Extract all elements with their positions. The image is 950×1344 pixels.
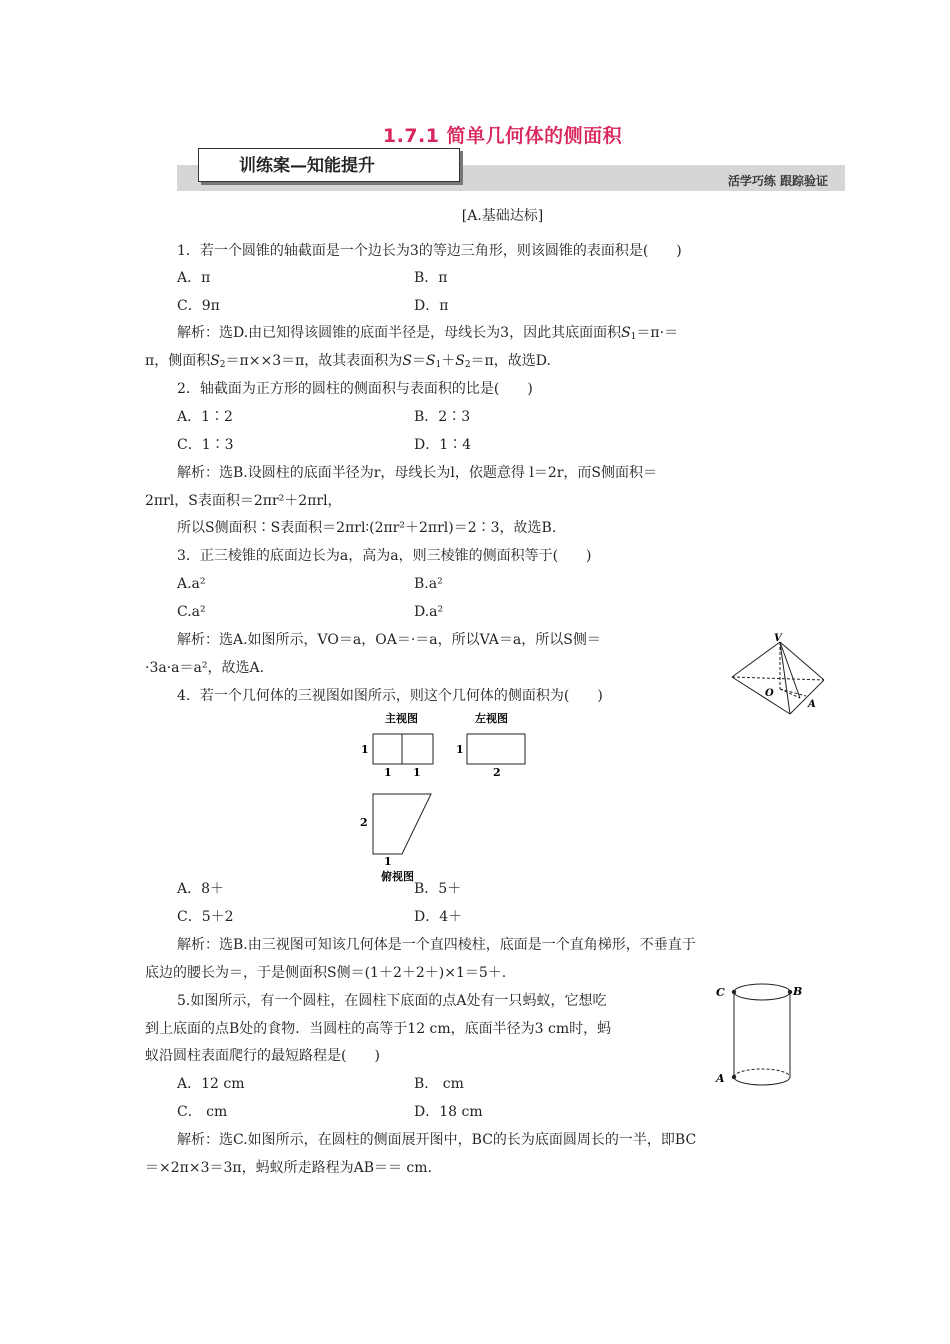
q4-option-d: D．4＋ bbox=[414, 909, 463, 925]
pyramid-vertex-v: V bbox=[774, 633, 782, 644]
q1-option-a: A．π bbox=[177, 270, 211, 286]
page-title: 1.7.1 简单几何体的侧面积 bbox=[382, 125, 623, 147]
pyramid-figure bbox=[722, 630, 834, 720]
pyramid-point-a: A bbox=[808, 699, 816, 710]
q2-solution-line3: 所以S侧面积∶S表面积＝2πrl∶(2πr²＋2πrl)＝2∶3，故选B. bbox=[177, 520, 557, 536]
front-view-label: 主视图 bbox=[385, 712, 418, 725]
cylinder-point-a: A bbox=[716, 1072, 725, 1085]
q5-option-c: C． cm bbox=[177, 1104, 228, 1120]
q4-stem: 4．若一个几何体的三视图如图所示，则这个几何体的侧面积为( ) bbox=[177, 688, 603, 704]
q1-option-c: C．9π bbox=[177, 298, 220, 314]
three-view-figure bbox=[355, 708, 535, 886]
section-heading: [A.基础达标] bbox=[461, 208, 544, 224]
q3-option-b: B.a² bbox=[414, 576, 443, 592]
top-view-label: 俯视图 bbox=[381, 870, 414, 883]
q5-option-d: D．18 cm bbox=[414, 1104, 483, 1120]
q1-option-b: B．π bbox=[414, 270, 448, 286]
banner-subtitle: 活学巧练 跟踪验证 bbox=[727, 174, 828, 188]
cylinder-figure bbox=[712, 980, 807, 1090]
q2-option-a: A．1∶2 bbox=[177, 409, 233, 425]
q4-option-a: A．8＋ bbox=[177, 881, 225, 897]
q2-solution-line1: 解析：选B.设圆柱的底面半径为r，母线长为l，依题意得 l＝2r，而S侧面积＝ bbox=[177, 465, 658, 481]
svg-text:1: 1 bbox=[456, 743, 464, 756]
banner-heading: 训练案—知能提升 bbox=[198, 148, 460, 182]
q1-option-d: D．π bbox=[414, 298, 449, 314]
q5-stem-line2: 到上底面的点B处的食物．当圆柱的高等于12 cm，底面半径为3 cm时，蚂 bbox=[145, 1021, 612, 1037]
q2-stem: 2．轴截面为正方形的圆柱的侧面积与表面积的比是( ) bbox=[177, 381, 533, 397]
svg-text:1: 1 bbox=[384, 855, 392, 868]
side-view-label: 左视图 bbox=[475, 712, 508, 725]
q2-solution-line2: 2πrl，S表面积＝2πr²＋2πrl， bbox=[145, 493, 342, 509]
svg-text:2: 2 bbox=[360, 816, 368, 829]
svg-text:1: 1 bbox=[384, 766, 392, 779]
q1-solution-line1: 解析：选D.由已知得该圆锥的底面半径是，母线长为3，因此其底面面积$S_1=\pi\cdot=$ bbox=[177, 325, 679, 342]
q3-option-a: A.a² bbox=[177, 576, 206, 592]
q5-option-b: B． cm bbox=[414, 1076, 464, 1092]
q3-option-d: D.a² bbox=[414, 604, 444, 620]
q2-option-d: D．1∶4 bbox=[414, 437, 472, 453]
q1-solution-line2: π，侧面积$S_2=\pi\times\times 3=\pi$，故其表面积为$S=S_1+S_2=\pi$，故选D. bbox=[145, 353, 551, 370]
q3-option-c: C.a² bbox=[177, 604, 206, 620]
svg-text:1: 1 bbox=[361, 743, 369, 756]
q5-solution-line2: ＝×2π×3＝3π，蚂蚁所走路程为AB＝＝ cm. bbox=[145, 1160, 432, 1176]
q3-stem: 3．正三棱锥的底面边长为a，高为a，则三棱锥的侧面积等于( ) bbox=[177, 548, 592, 564]
q3-solution-line1: 解析：选A.如图所示，VO＝a，OA＝·＝a，所以VA＝a，所以S侧＝ bbox=[177, 632, 601, 648]
q2-option-c: C．1∶3 bbox=[177, 437, 234, 453]
q5-stem-line3: 蚁沿圆柱表面爬行的最短路程是( ) bbox=[145, 1048, 380, 1064]
q5-option-a: A．12 cm bbox=[177, 1076, 245, 1092]
cylinder-point-b: B bbox=[793, 985, 803, 998]
cylinder-point-c: C bbox=[716, 986, 725, 999]
svg-text:2: 2 bbox=[493, 766, 501, 779]
q5-stem-line1: 5.如图所示，有一个圆柱，在圆柱下底面的点A处有一只蚂蚁，它想吃 bbox=[177, 993, 607, 1009]
q5-solution-line1: 解析：选C.如图所示，在圆柱的侧面展开图中，BC的长为底面圆周长的一半，即BC bbox=[177, 1132, 697, 1148]
q1-stem: 1．若一个圆锥的轴截面是一个边长为3的等边三角形，则该圆锥的表面积是( ) bbox=[177, 243, 682, 259]
q4-solution-line2: 底边的腰长为＝，于是侧面积S侧＝(1＋2＋2＋)×1＝5＋. bbox=[145, 965, 507, 981]
svg-text:1: 1 bbox=[413, 766, 421, 779]
pyramid-center-o: O bbox=[765, 688, 774, 699]
q4-option-c: C．5＋2 bbox=[177, 909, 234, 925]
q4-solution-line1: 解析：选B.由三视图可知该几何体是一个直四棱柱，底面是一个直角梯形，不垂直于 bbox=[177, 937, 696, 953]
q3-solution-line2: ·3a·a＝a²，故选A. bbox=[145, 660, 265, 676]
q2-option-b: B．2∶3 bbox=[414, 409, 471, 425]
q4-option-b: B．5＋ bbox=[414, 881, 462, 897]
